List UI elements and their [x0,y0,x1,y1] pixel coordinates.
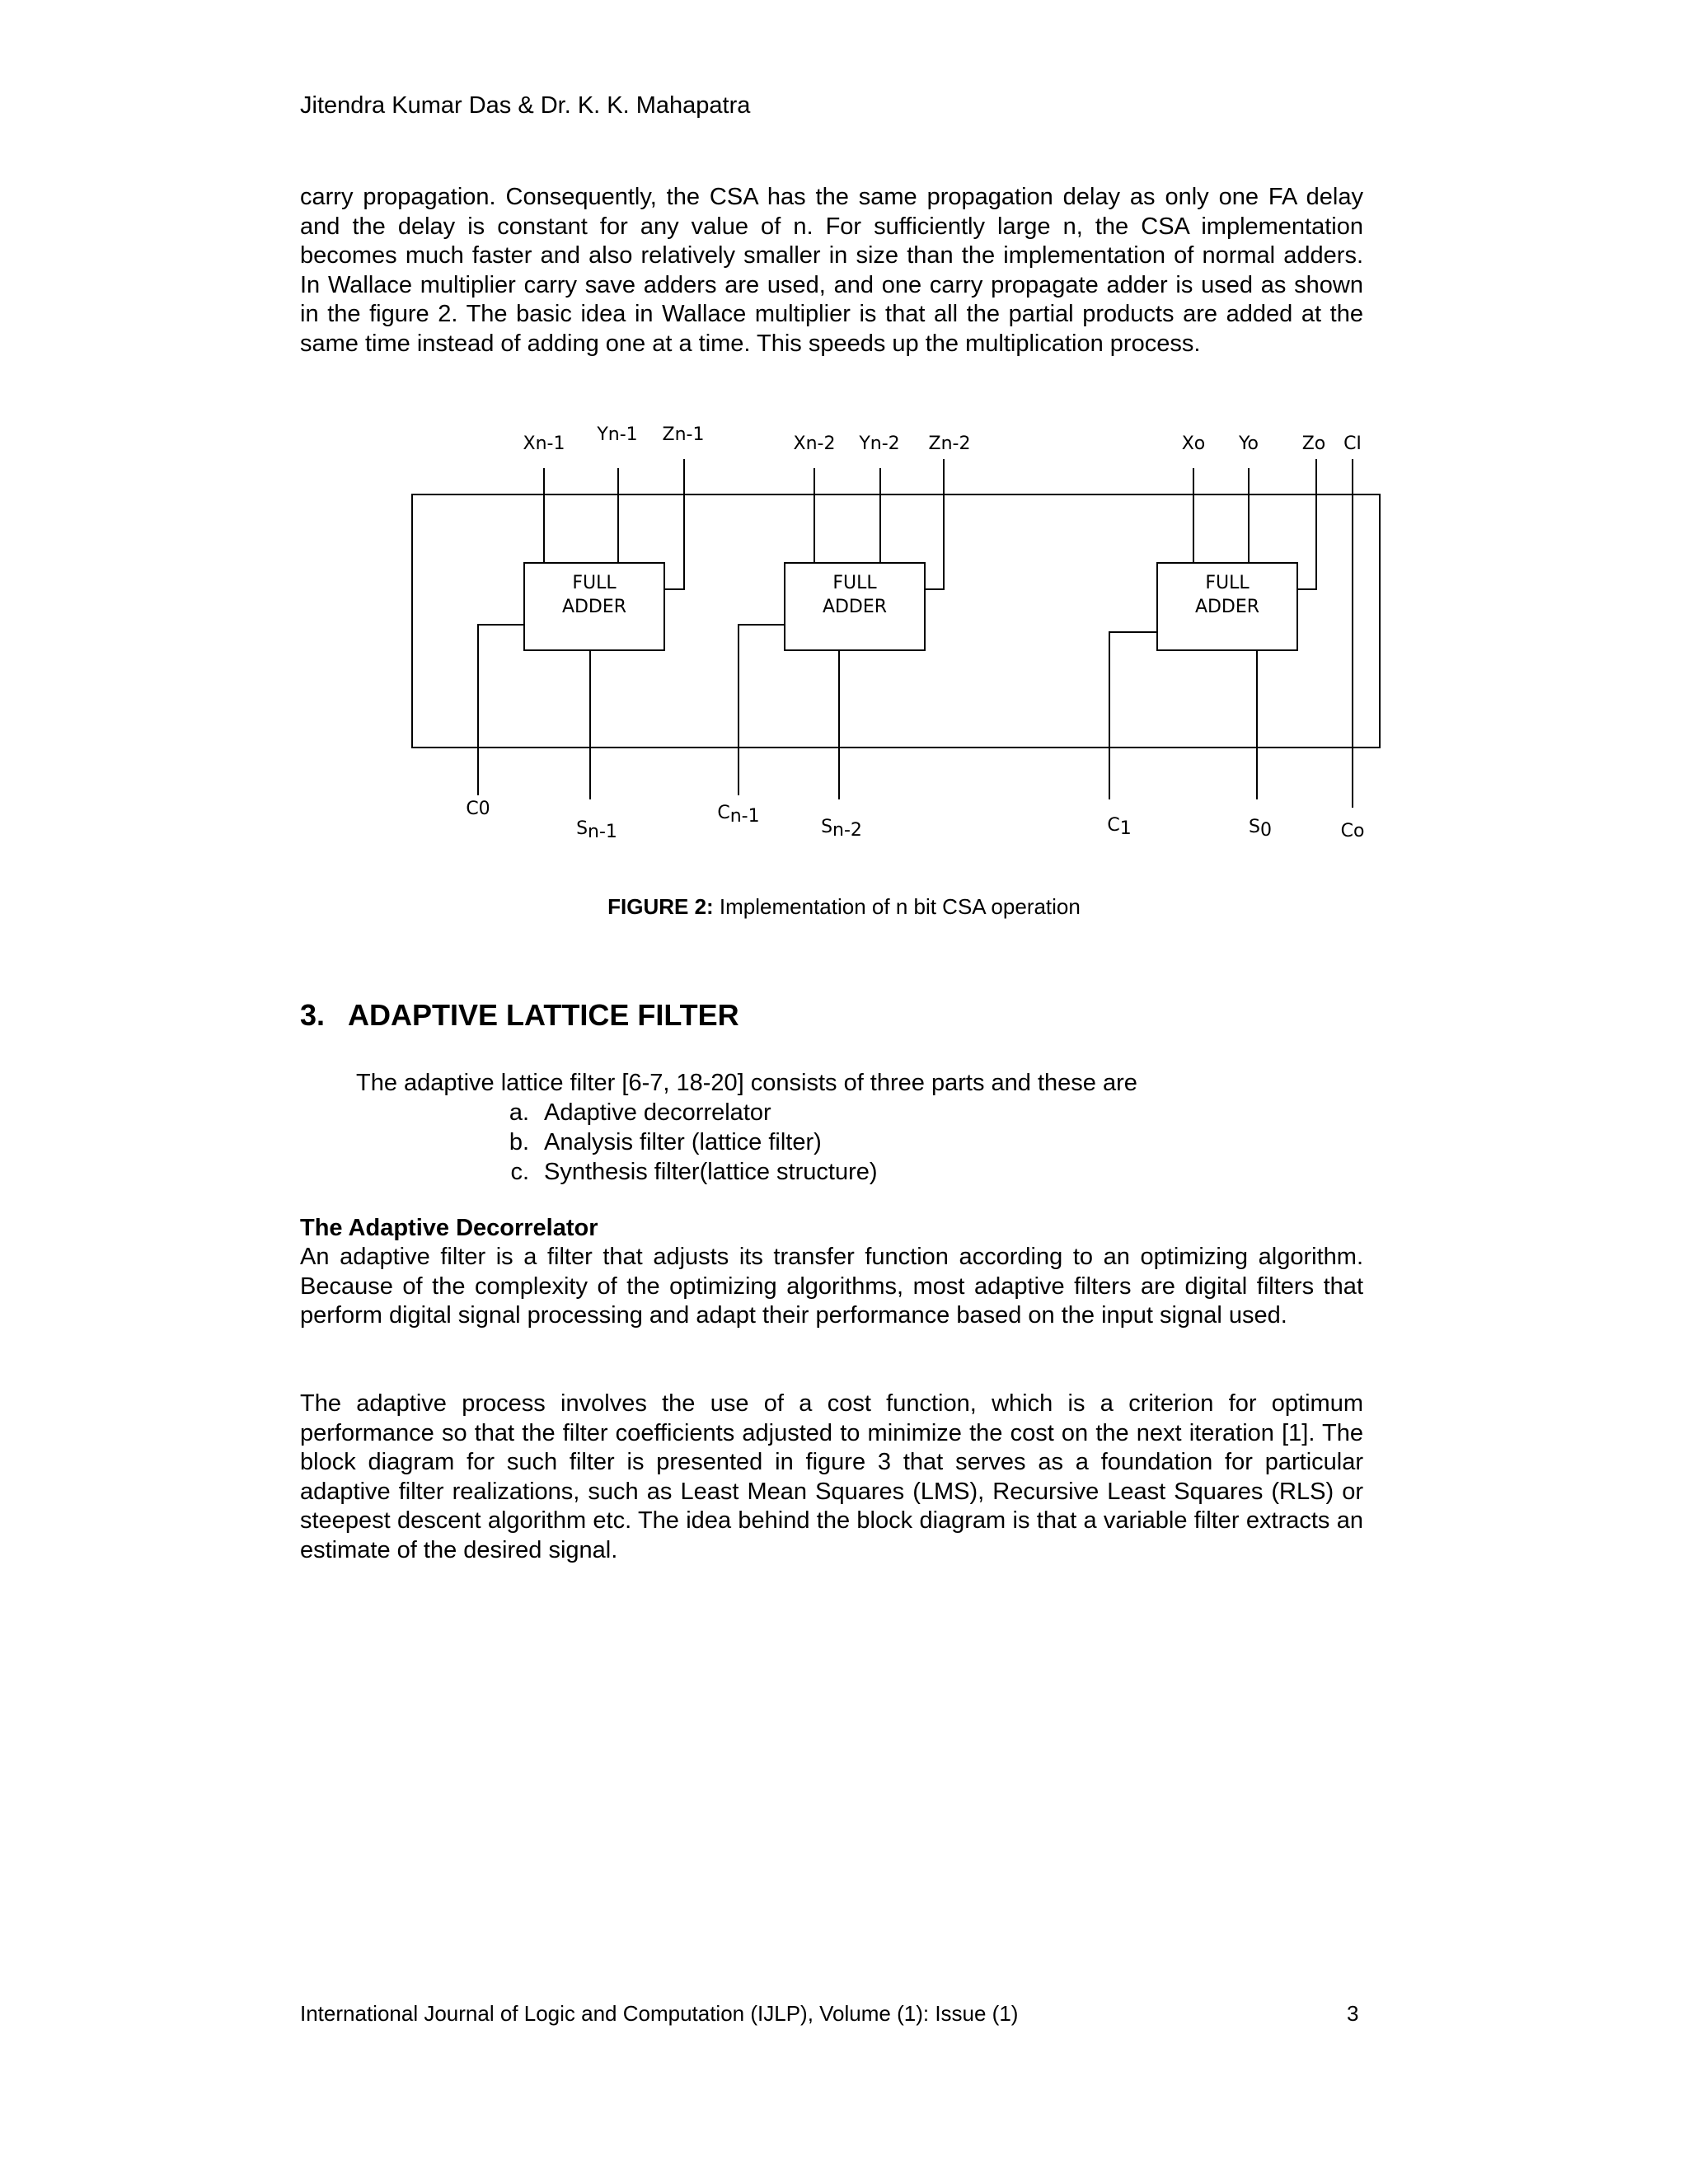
csa-outer-frame [412,494,1380,748]
output-label-c0: C0 [466,799,490,819]
input-label-ci: CI [1343,434,1362,454]
list-marker: c. [510,1159,529,1185]
input-label-xn2: Xn-2 [793,434,836,454]
list-item-text: Adaptive decorrelator [544,1099,771,1126]
list-item [470,1127,878,1157]
footer-journal: International Journal of Logic and Computation (IJLP), Volume (1): Issue (1) [300,2001,1019,2026]
list-item [470,1098,878,1127]
section-heading [300,997,739,1033]
full-adder-label-1b: ADDER [561,597,627,617]
csa-figure [396,416,1385,853]
input-label-yo: Yo [1239,434,1259,454]
output-label-sn1: Sn-1 [576,818,617,842]
figure-caption-text: Implementation of n bit CSA operation [713,894,1081,919]
input-label-xo: Xo [1181,434,1206,454]
section-title: ADAPTIVE LATTICE FILTER [348,998,739,1032]
section-number: 3. [300,998,326,1032]
list-marker: a. [509,1099,529,1126]
csa-diagram [396,416,1385,853]
figure-caption [0,893,1688,921]
page-number: 3 [1347,2001,1359,2026]
list-marker: b. [509,1129,529,1155]
output-label-cn1: Cn-1 [717,803,760,827]
input-label-xn1: Xn-1 [523,434,565,454]
figure-caption-label: FIGURE 2: [607,894,714,919]
output-label-s0: S0 [1249,817,1272,841]
output-label-co: Co [1340,821,1365,841]
paragraph-csa-delay: carry propagation. Consequently, the CSA has the same propagation delay as only one FA delay and the delay is constant for any value of n. For sufficiently large n, the CSA implementation becomes much faster and also relatively smaller in size than the implementation of normal adders. In Wallace multiplier carry save adders are used, and one carry propagate adder is used as shown in the figure 2. The basic idea in Wallace multiplier is that all the partial products are added at the same time instead of adding one at a time. This speeds up the multiplication process. [300,184,1363,357]
full-adder-label-1a: FULL [572,573,617,593]
input-label-yn2: Yn-2 [859,434,900,454]
output-label-sn2: Sn-2 [821,817,862,841]
full-adder-label-2a: FULL [832,573,877,593]
list-item-text: Synthesis filter(lattice structure) [544,1159,878,1185]
input-label-zn1: Zn-1 [662,424,705,445]
paragraph-adaptive-filter: An adaptive filter is a filter that adjusts its transfer function according to an optimizing algorithm. Because of the complexity of the optimizing algorithms, most adaptive filters are digital filters that perform digital signal processing and adapt their performance based on the input signal used. [300,1244,1363,1329]
input-label-yn1: Yn-1 [597,424,638,445]
input-label-zo: Zo [1301,434,1326,454]
full-adder-label-3a: FULL [1205,573,1250,593]
parts-list [470,1098,878,1187]
section-intro: The adaptive lattice filter [6-7, 18-20] consists of three parts and these are [356,1070,1137,1096]
list-item-text: Analysis filter (lattice filter) [544,1129,822,1155]
running-header: Jitendra Kumar Das & Dr. K. K. Mahapatra [300,92,751,119]
paragraph-adaptive-process: The adaptive process involves the use of a cost function, which is a criterion for optimum performance so that the filter coefficients adjusted to minimize the cost on the next iteration [1]. The block diagram for such filter is presented in figure 3 that serves as a foundation for particular adaptive filter realizations, such as Least Mean Squares (LMS), Recursive Least Squares (RLS) or steepest descent algorithm etc. The idea behind the block diagram is that a variable filter extracts an estimate of the desired signal. [300,1390,1363,1563]
full-adder-label-2b: ADDER [822,597,888,617]
subheading-adaptive-decorrelator: The Adaptive Decorrelator [300,1215,598,1241]
input-label-zn2: Zn-2 [928,434,971,454]
list-item [470,1157,878,1187]
full-adder-label-3b: ADDER [1194,597,1260,617]
output-label-c1: C1 [1107,815,1132,839]
